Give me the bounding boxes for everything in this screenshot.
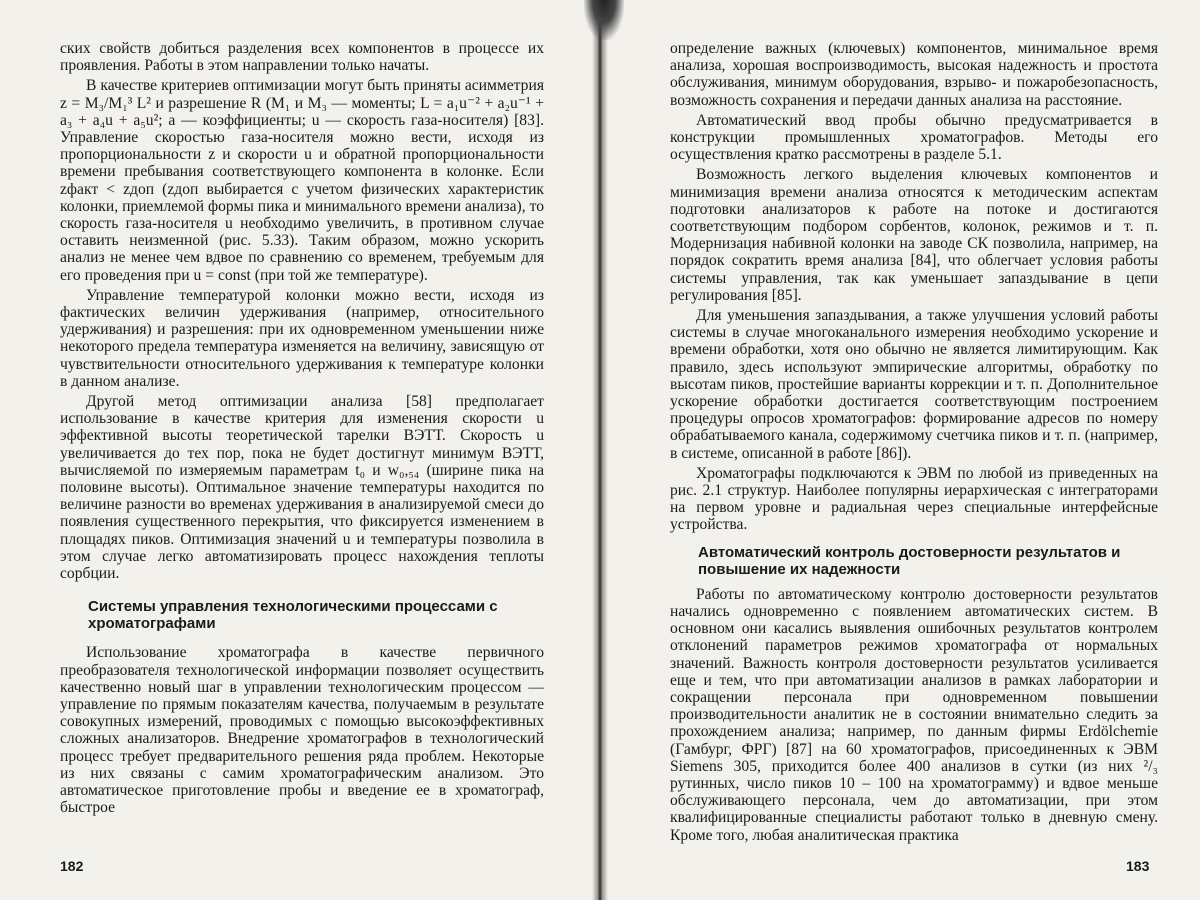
paragraph: Управление температурой колонки можно вести, исходя из фактических величин удерживания (например, относительного удерживания) и разрешения: при их одновременном уменьшении ниже некоторого предела температура изменяется на величину, зависящую от чувствительности относительного удерживания к температуре колонки в данном анализе. <box>60 286 544 390</box>
left-text-column <box>60 40 544 816</box>
page-number: 183 <box>1126 858 1150 874</box>
paragraph: Для уменьшения запаздывания, а также улучшения условий работы системы в случае многоканального измерения необходимо ускорение и времени обработки, хотя оно обычно не является лимитирующим. Как правило, здесь используют эмпирические алгоритмы, обработку по высотам пиков, простейшие варианты коррекции и т. п. Дополнительное ускорение обработки достигается соответствующим построением процедуры опросов хроматографов: формирование адресов по номеру обрабатываемого канала, содержимому счетчика пиков и т. п. (например, в системе, описанной в работе [86]). <box>670 307 1158 462</box>
right-text-column <box>670 40 1158 844</box>
gutter-shadow <box>584 0 624 40</box>
paragraph: Использование хроматографа в качестве первичного преобразователя технологической информации позволяет осуществить качественно новый шаг в управлении технологическим процессом — управление по прямым показателям качества, получаемым в результате совокупных измерений, проводимых с помощью высокоэффективных сложных анализаторов. Внедрение хроматографов в технологический процесс требует предварительного решения ряда проблем. Некоторые из них связаны с самим хроматографическим анализом. Это автоматическое приготовление пробы и введение ее в хроматограф, быстрое <box>60 644 544 817</box>
paragraph: Хроматографы подключаются к ЭВМ по любой из приведенных на рис. 2.1 структур. Наиболее популярны иерархическая с интеграторами на первом уровне и радиальная через специальные интерфейсные устройства. <box>670 464 1158 534</box>
section-heading: Автоматический контроль достоверности результатов и повышение их надежности <box>698 543 1121 578</box>
paragraph: определение важных (ключевых) компонентов, минимальное время анализа, хорошая воспроизводимость, высокая надежность и простота обслуживания, минимум оборудования, взрыво- и пожаробезопасность, возможность сохранения и передачи данных анализа на расстояние. <box>670 40 1158 109</box>
paragraph: Автоматический ввод пробы обычно предусматривается в конструкции промышленных хроматографов. Методы его осуществления кратко рассмотрены в разделе 5.1. <box>670 111 1158 164</box>
left-page <box>0 0 598 900</box>
paragraph: ских свойств добиться разделения всех компонентов в процессе их проявления. Работы в этом направлении только начаты. <box>60 40 544 75</box>
paragraph: В качестве критериев оптимизации могут быть приняты асимметрия z = M₃/M₁³ L² и разрешение R (M₁ и M₃ — моменты; L = a₁u⁻² + a₂u⁻¹ + a₃ + a₄u + a₅u²; a — коэффициенты; u — скорость газа-носителя) [83]. Управление скоростью газа-носителя можно вести, исходя из пропорциональности z и скорости u и обратной пропорциональности времени пребывания соответствующего компонента в колонке. Если zфакт < zдоп (zдоп выбирается с учетом физических характеристик колонки, приемлемой формы пика и минимального времени анализа), то скорость газа-носителя u необходимо увеличить, в противном случае оставить неизменной (рис. 5.33). Таким образом, можно ускорить анализ не менее чем вдвое по сравнению со временем, требуемым для его проведения при u = const (при той же температуре). <box>60 77 544 284</box>
paragraph: Возможность легкого выделения ключевых компонентов и минимизация времени анализа относятся к методическим аспектам подготовки анализаторов к работе на потоке и достигаются соответствующим подбором сорбентов, колонок, режимов и т. п. Модернизация набивной колонки на заводе СК позволила, например, на порядок сократить время анализа [84], что облегчает условия работы системы управления, так как уменьшает запаздывание в цепи регулирования [85]. <box>670 166 1158 304</box>
section-heading: Системы управления технологическими процессами с хроматографами <box>88 598 498 633</box>
book-gutter <box>592 0 608 900</box>
right-page <box>602 0 1200 900</box>
paragraph: Работы по автоматическому контролю достоверности результатов начались одновременно с появлением автоматических систем. В основном они касались выявления ошибочных результатов контролем отклонений параметров режимов хроматографа от нормальных значений. Важность контроля достоверности результатов усиливается еще и тем, что при автоматизации анализов в рамках лаборатории и сокращении персонала при одновременном повышении производительности аналитик не в состоянии внимательно следить за прохождением анализа; например, по данным фирмы Erdölchemie (Гамбург, ФРГ) [87] на 60 хроматографов, присоединенных к ЭВМ Siemens 305, приходится более 400 анализов в сутки (из них ²/₃ рутинных, число пиков 10 – 100 на хроматограмму) и вдвое меньше обслуживающего персонала, чем до автоматизации, при этом квалифицированные специалисты работают только в дневную смену. Кроме того, любая аналитическая практика <box>670 585 1158 844</box>
paragraph: Другой метод оптимизации анализа [58] предполагает использование в качестве критерия для изменения скорости u эффективной высоты теоретической тарелки ВЭТТ. Скорость u увеличивается до тех пор, пока не будет достигнут минимум ВЭТТ, вычисляемой по измеряемым параметрам t₀ и w₀,₅₄ (ширине пика на половине высоты). Оптимальное значение температуры находится по величине разности во временах удерживания в анализируемой смеси до появления существенного перекрытия, что фиксируется изменением в площадях пиков. Оптимизация значений u и температуры позволила в этом случае легко автоматизировать процесс нахождения теплоты сорбции. <box>60 393 544 583</box>
page-number: 182 <box>60 858 84 874</box>
